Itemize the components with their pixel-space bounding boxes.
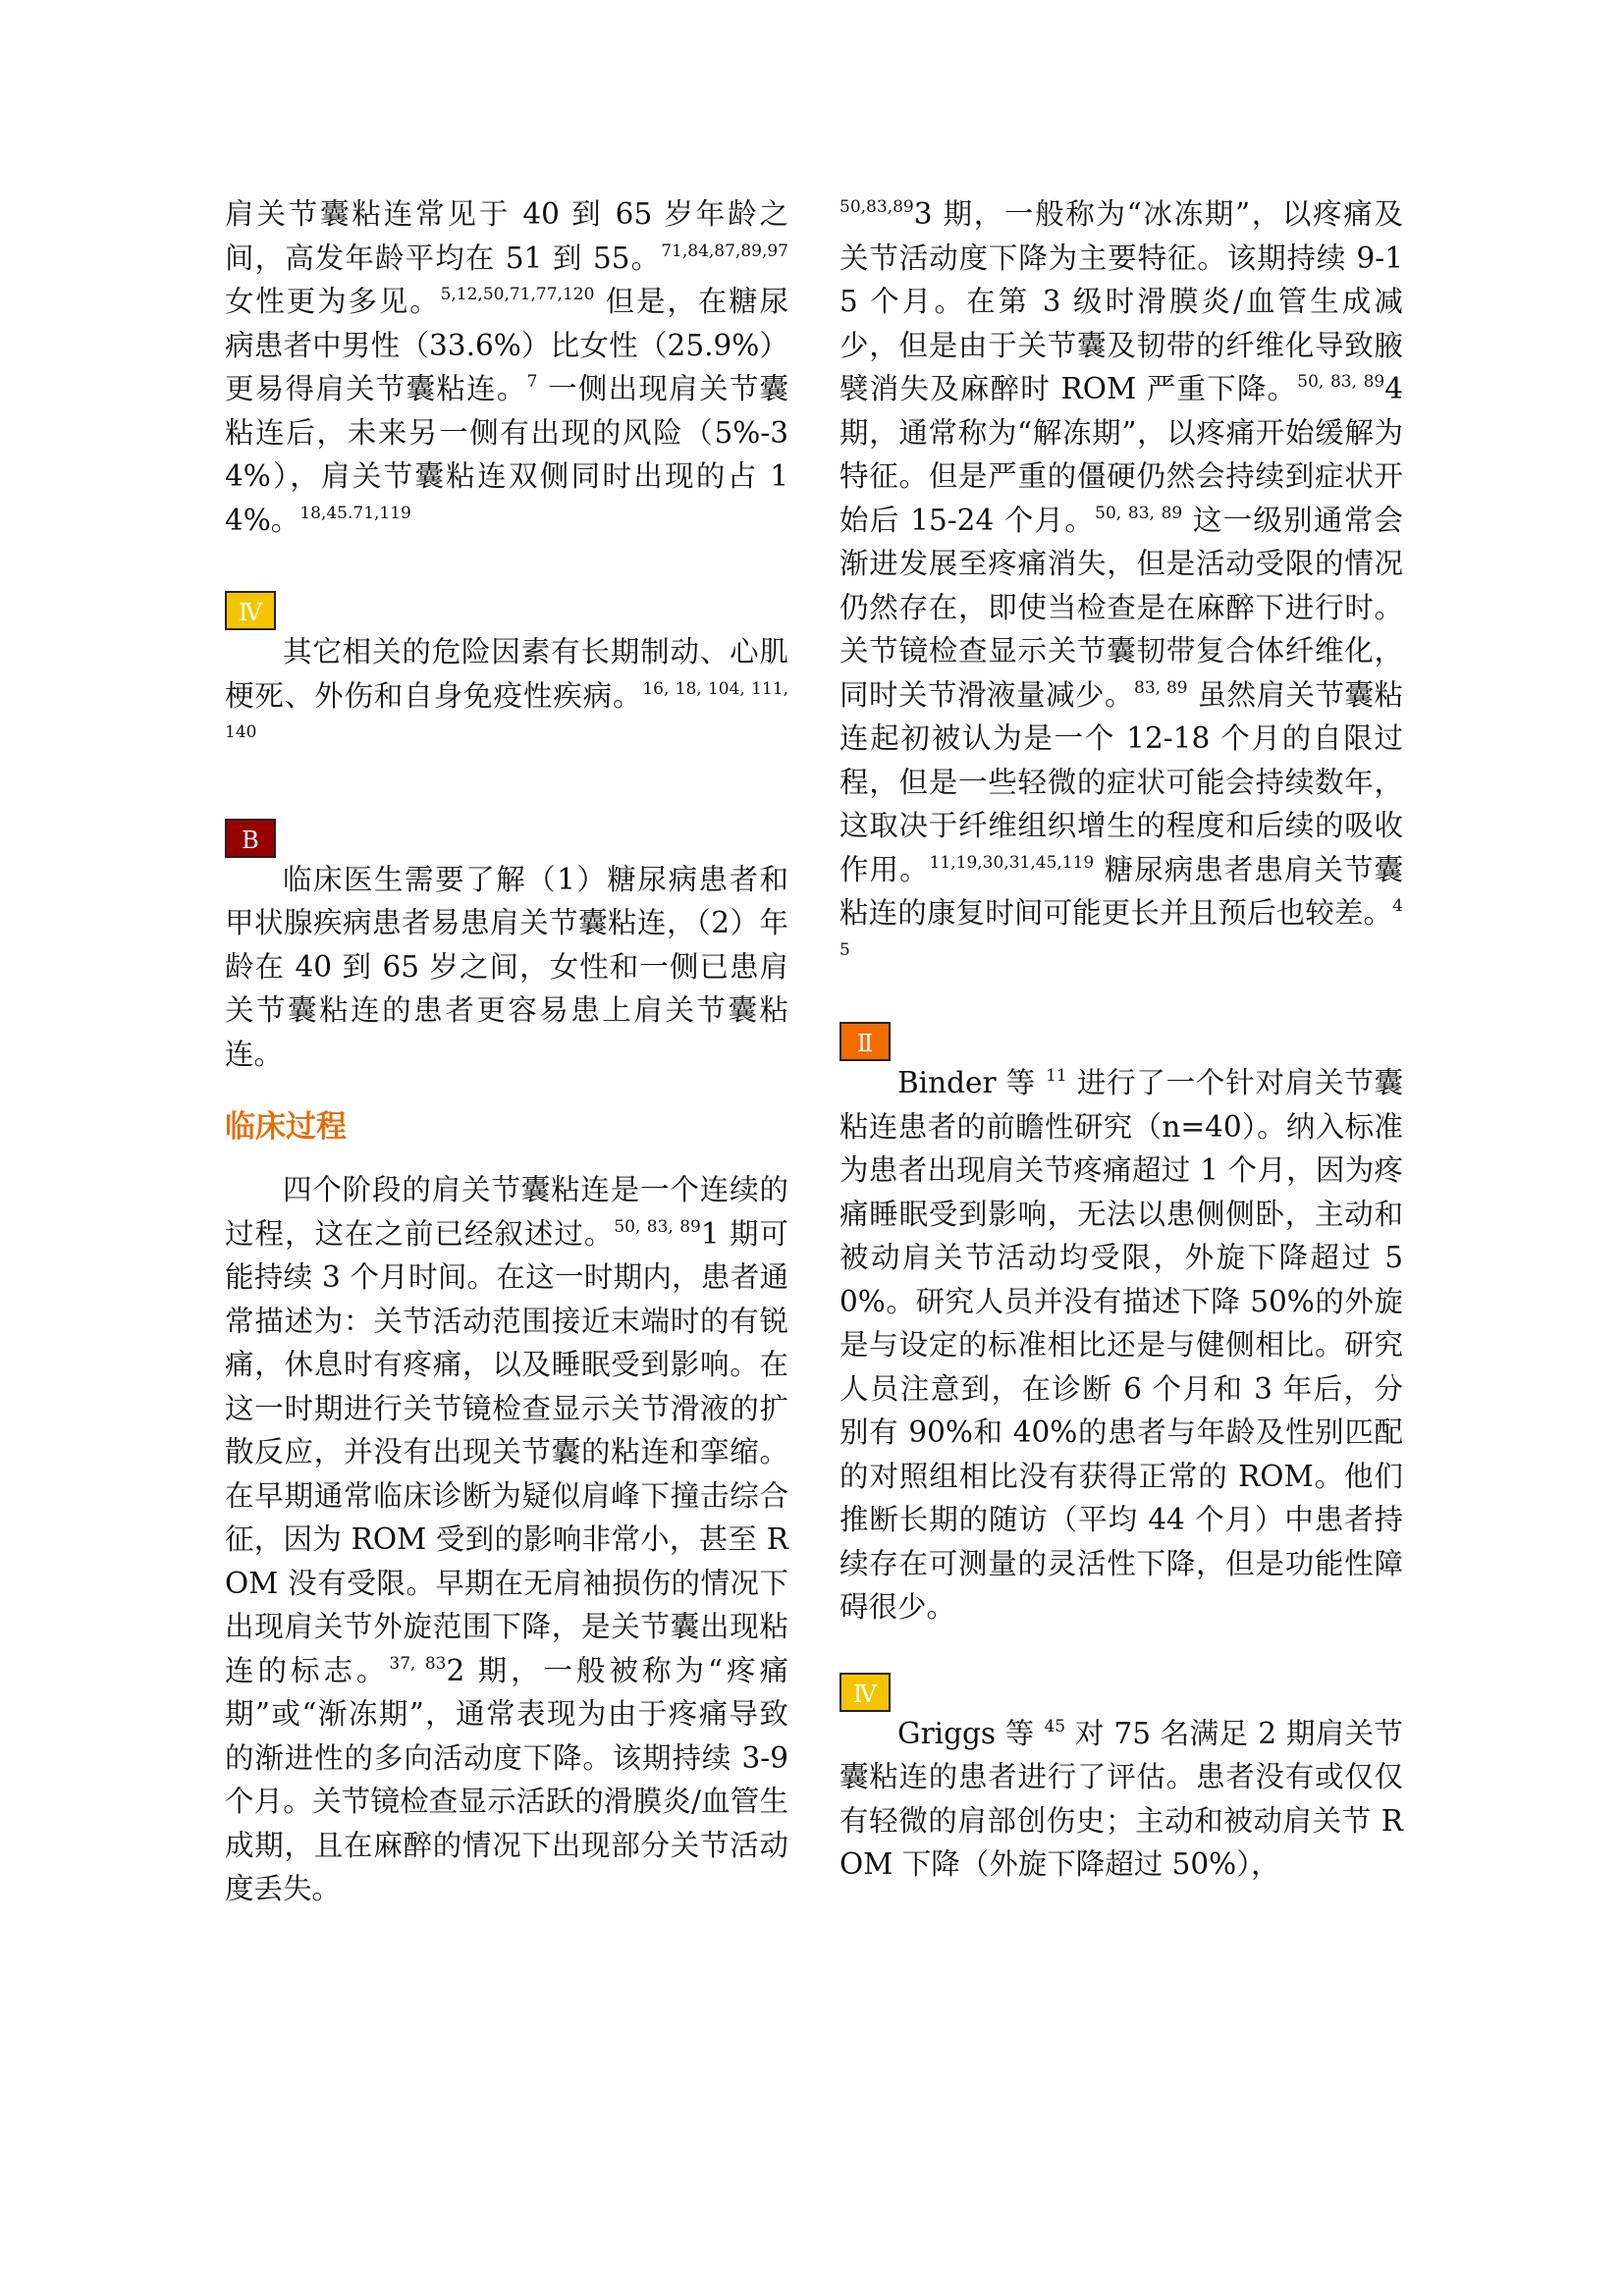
evidence-block-iv [225,591,788,630]
paragraph-stages: 四个阶段的肩关节囊粘连是一个连续的过程，这在之前已经叙述过。$^{50, 83, 89}$1 期可能持续 3 个月时间。在这一时期内，患者通常描述为：关节活动范围接近末端时的有锐痛，休息时有疼痛，以及睡眠受到影响。在这一时期进行关节镜检查显示关节滑液的扩散反应，并没有出现关节囊的粘连和挛缩。在早期通常临床诊断为疑似肩峰下撞击综合征，因为 ROM 受到的影响非常小，甚至 ROM 没有受限。早期在无肩袖损伤的情况下出现肩关节外旋范围下降，是关节囊出现粘连的标志。$^{37, 83}$2 期，一般被称为“疼痛期”或“渐冻期”，通常表现为由于疼痛导致的渐进性的多向活动度下降。该期持续 3-9 个月。关节镜检查显示活跃的滑膜炎/血管生成期，且在麻醉的情况下出现部分关节活动度丢失。 [225,1173,788,1905]
evidence-block-ii [839,1022,1403,1061]
citation: 16, 18, 104, 111, 140 [225,678,788,742]
citation: 50, 83, 89 [614,1216,701,1237]
left-column [225,192,788,1911]
paragraph-clinician-note: 临床医生需要了解（1）糖尿病患者和甲状腺疾病患者易患肩关节囊粘连，（2）年龄在 40 到 65 岁之间，女性和一侧已患肩关节囊粘连的患者更容易患上肩关节囊粘连。 [225,862,788,1071]
paragraph-epidemiology: 肩关节囊粘连常见于 40 到 65 岁年龄之间，高发年龄平均在 51 到 55。$^{71,84,87,89,97}$女性更为多见。$^{5,12,50,71,77,120}$ 但是，在糖尿病患者中男性（33.6%）比女性（25.9%）更易得肩关节囊粘连。$^7$ 一侧出现肩关节囊粘连后，未来另一侧有出现的风险（5%-34%），肩关节囊粘连双侧同时出现的占 14%。$^{18,45.71,119}$ [225,197,788,537]
recommendation-block-b [225,819,788,858]
citation: 45 [839,896,1403,960]
paragraph-griggs-study: Griggs 等 $^{45}$ 对 75 名满足 2 期肩关节囊粘连的患者进行了评估。患者没有或仅仅有轻微的肩部创伤史；主动和被动肩关节 ROM 下降（外旋下降超过 50%）， [839,1716,1403,1881]
recommendation-grade-badge: B [225,819,276,858]
citation: 37, 83 [389,1653,447,1674]
citation: 18,45.71,119 [299,503,411,523]
citation: 50, 83, 89 [1095,503,1183,523]
section-heading-clinical-course: 临床过程 [225,1109,347,1145]
citation: 5,12,50,71,77,120 [440,285,595,304]
citation: 83, 89 [1134,677,1188,698]
citation: 45 [1044,1716,1066,1736]
paragraph-risk-factors: 其它相关的危险因素有长期制动、心肌梗死、外伤和自身免疫性疾病。$^{16, 18, 104, 111, 140}$ [225,635,788,742]
citation: 11 [1046,1066,1067,1086]
citation: 11,19,30,31,45,119 [929,852,1095,873]
evidence-block-iv-2 [839,1673,1403,1712]
evidence-level-badge: Ⅳ [839,1673,891,1712]
evidence-level-badge: Ⅱ [839,1022,891,1061]
paragraph-stages-continued: $^{50,83,89}$3 期，一般称为“冰冻期”，以疼痛及关节活动度下降为主要特征。该期持续 9-15 个月。在第 3 级时滑膜炎/血管生成减少，但是由于关节囊及韧带的纤维化导致腋襞消失及麻醉时 ROM 严重下降。$^{50, 83, 89}$4 期，通常称为“解冻期”，以疼痛开始缓解为特征。但是严重的僵硬仍然会持续到症状开始后 15-24 个月。$^{50, 83, 89}$ 这一级别通常会渐进发展至疼痛消失，但是活动受限的情况仍然存在，即使当检查是在麻醉下进行时。关节镜检查显示关节囊韧带复合体纤维化，同时关节滑液量减少。$^{83, 89}$ 虽然肩关节囊粘连起初被认为是一个 12-18 个月的自限过程，但是一些轻微的症状可能会持续数年，这取决于纤维组织增生的程度和后续的吸收作用。$^{11,19,30,31,45,119}$ 糖尿病患者患肩关节囊粘连的康复时间可能更长并且预后也较差。$^{45}$ [839,197,1404,960]
citation: 71,84,87,89,97 [661,240,788,261]
citation: 50, 83, 89 [1297,372,1385,392]
citation: 50,83,89 [839,197,914,217]
citation: 7 [526,372,538,392]
right-column [839,192,1403,1887]
paragraph-binder-study: Binder 等 $^{11}$ 进行了一个针对肩关节囊粘连患者的前瞻性研究（n=40）。纳入标准为患者出现肩关节疼痛超过 1 个月，因为疼痛睡眠受到影响，无法以患侧侧卧，主动和被动肩关节活动均受限，外旋下降超过 50%。研究人员并没有描述下降 50%的外旋是与设定的标准相比还是与健侧相比。研究人员注意到，在诊断 6 个月和 3 年后，分别有 90%和 40%的患者与年龄及性别匹配的对照组相比没有获得正常的 ROM。他们推断长期的随访（平均 44 个月）中患者持续存在可测量的灵活性下降，但是功能性障碍很少。 [839,1066,1404,1624]
evidence-level-badge: Ⅳ [225,591,276,630]
